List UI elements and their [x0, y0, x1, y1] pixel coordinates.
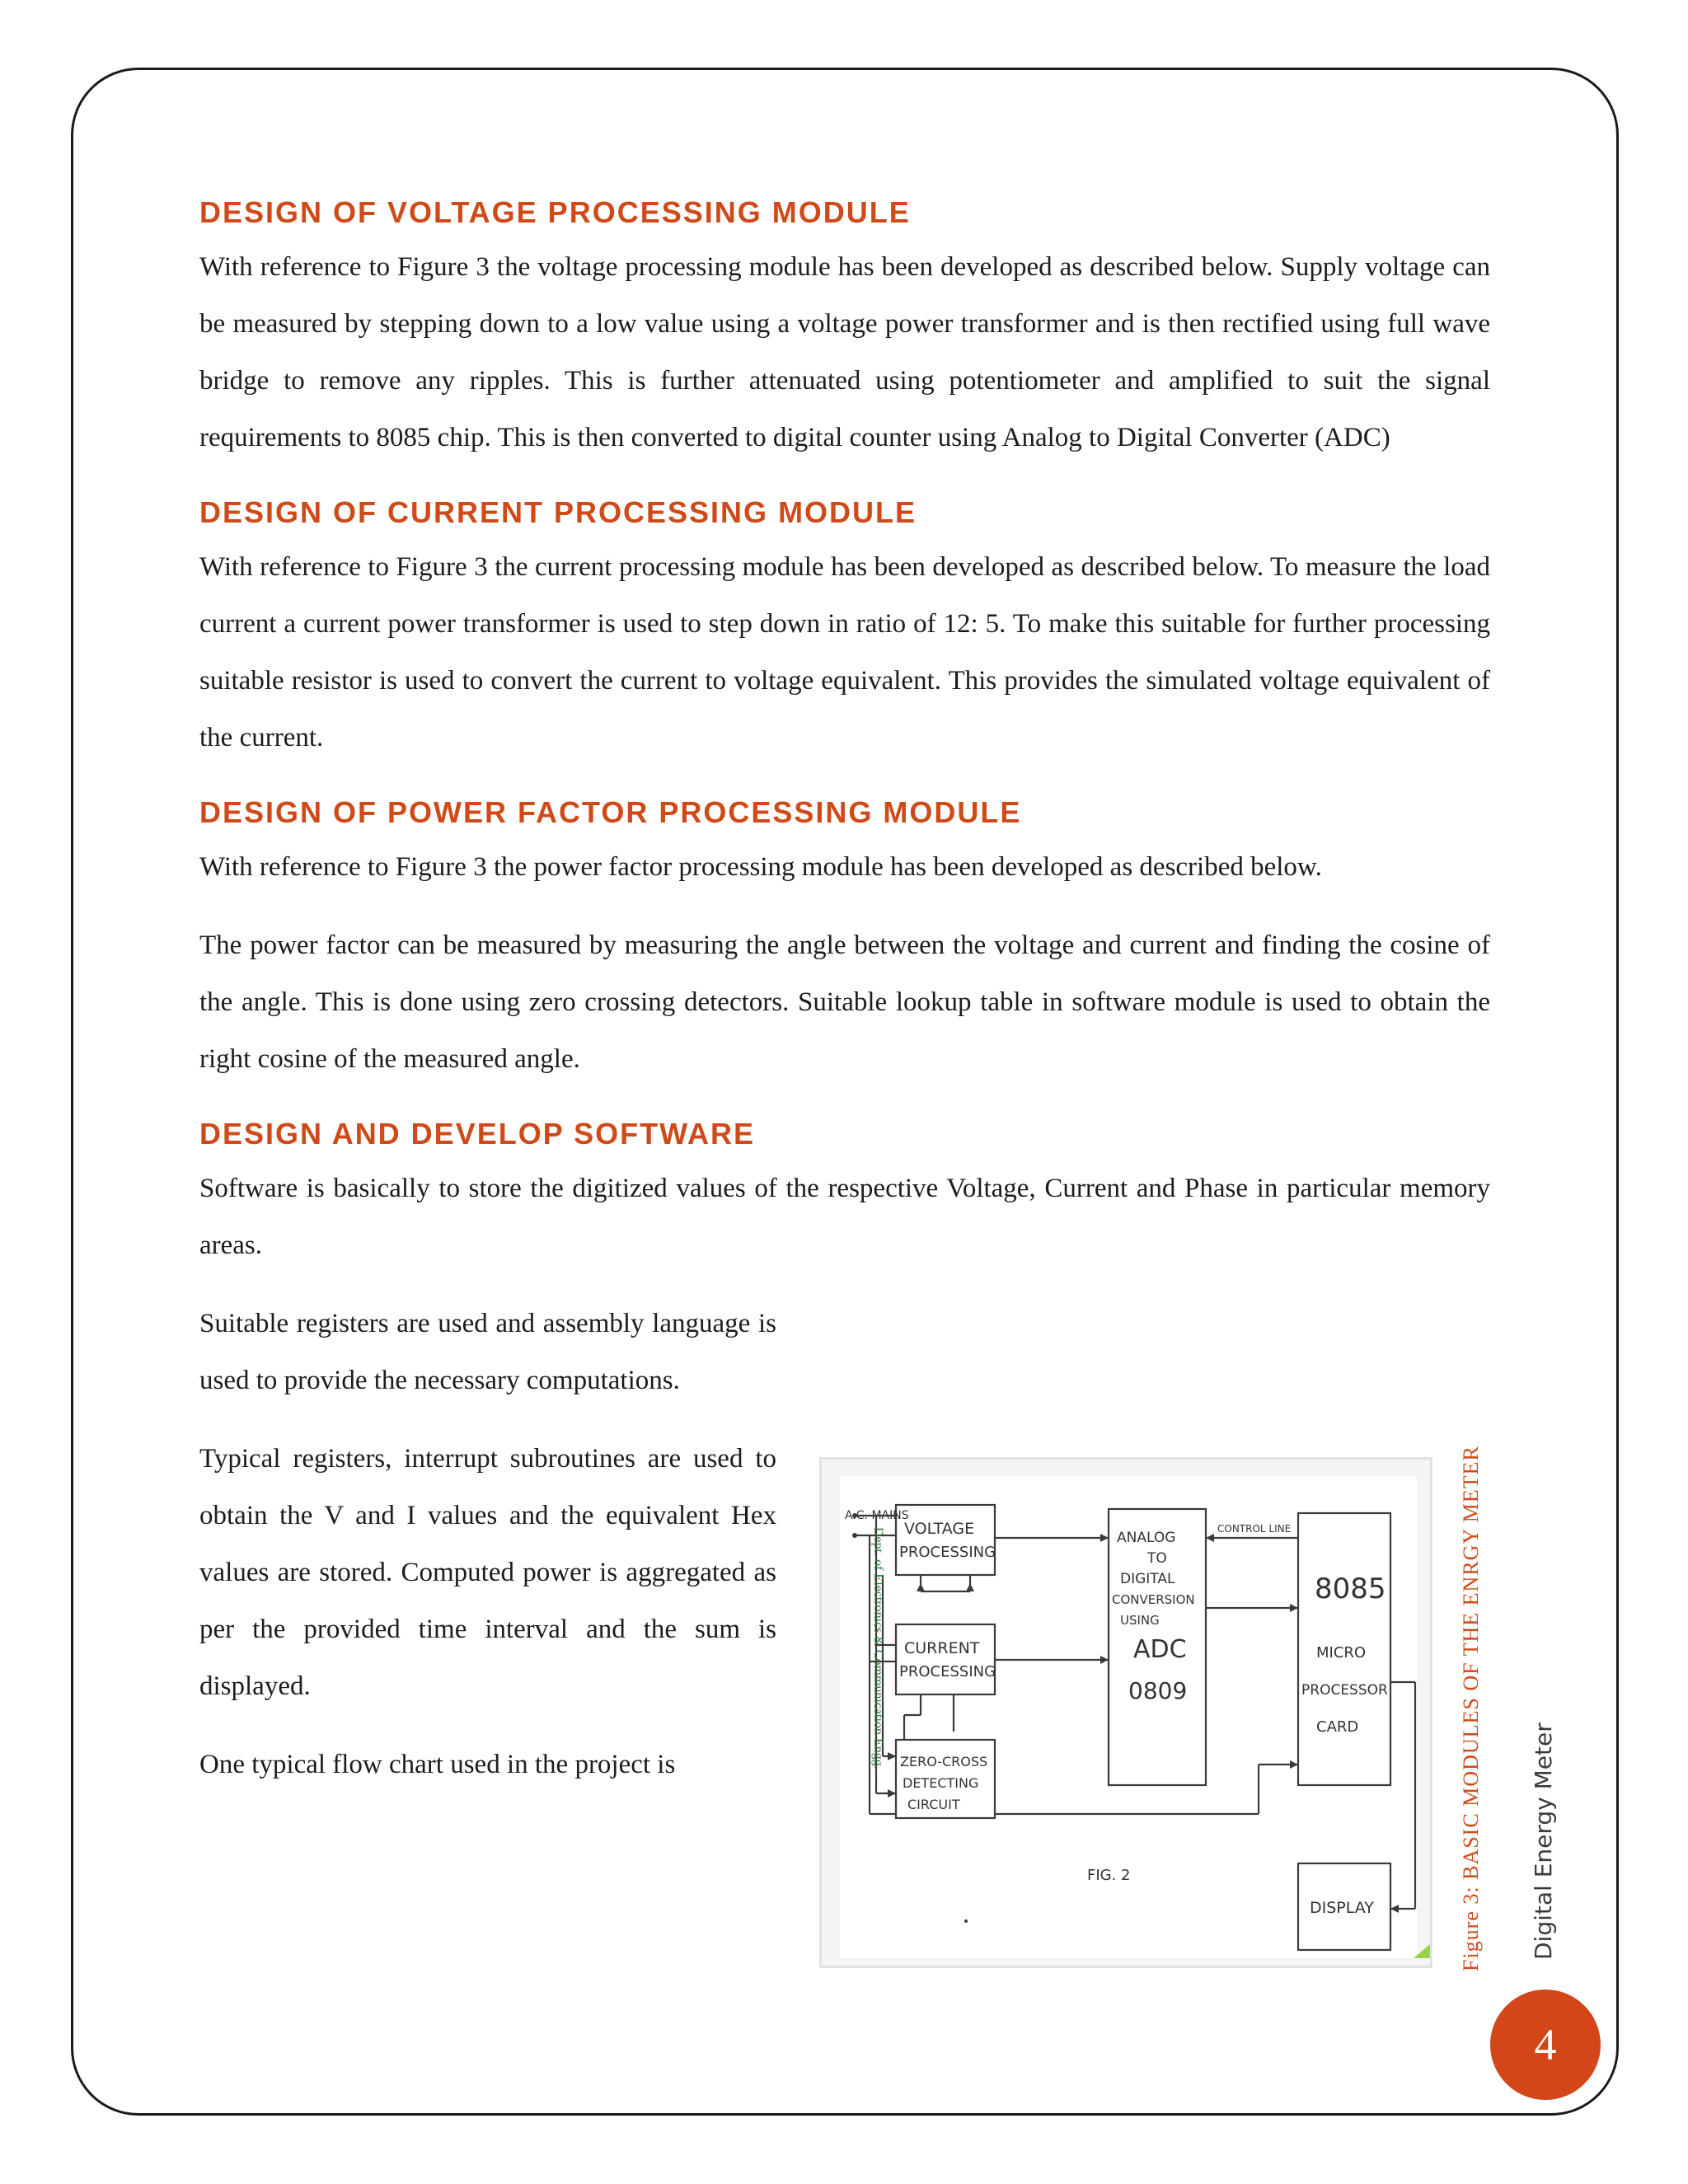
microprocessor-label: MICRO	[1316, 1644, 1367, 1661]
left-column-paragraph: One typical flow chart used in the project is	[199, 1750, 676, 1779]
voltage-label: PROCESSING	[899, 1544, 996, 1561]
current-label: CURRENT	[904, 1639, 980, 1657]
block-diagram	[822, 1460, 1430, 1966]
control-line-label: CONTROL LINE	[1217, 1523, 1292, 1535]
microprocessor-label: PROCESSOR	[1301, 1682, 1388, 1699]
zero-cross-label: ZERO-CROSS	[900, 1754, 988, 1769]
adc-label: DIGITAL	[1120, 1571, 1175, 1587]
microprocessor-label: CARD	[1316, 1718, 1359, 1736]
fig-number-label: FIG. 2	[1087, 1867, 1131, 1884]
microprocessor-label: 8085	[1315, 1572, 1386, 1605]
adc-label: USING	[1120, 1613, 1160, 1628]
running-title: Digital Energy Meter	[1530, 1722, 1557, 1960]
section-heading-software: DESIGN AND DEVELOP SOFTWARE	[199, 1117, 756, 1151]
left-column	[199, 1296, 776, 1793]
adc-label: ADC	[1133, 1635, 1187, 1664]
department-stamp: Dept. of Electronics & Communication Engg.	[871, 1527, 885, 1769]
mains-terminal	[852, 1533, 857, 1538]
section-paragraph: The power factor can be measured by measuring the angle between the voltage and current and finding the cosine of the angle. This is done using zero crossing detectors. Suitable lookup table in software module is used to obtain the right cosine of the measured angle.	[199, 930, 1490, 1074]
section-paragraph: Software is basically to store the digitized values of the respective Voltage, Current and Phase in particular memory areas.	[199, 1174, 1490, 1260]
section-heading-voltage: DESIGN OF VOLTAGE PROCESSING MODULE	[199, 195, 911, 229]
display-label: DISPLAY	[1310, 1899, 1374, 1917]
page-number-badge	[1490, 1990, 1601, 2100]
section-paragraph: With reference to Figure 3 the current processing module has been developed as described below. To measure the load current a current power transformer is used to step down in ratio of 12: 5. To make this suitable for further processing suitable resistor is used to convert the current to voltage equivalent. This provides the simulated voltage equivalent of the current.	[199, 552, 1490, 752]
adc-label: CONVERSION	[1112, 1592, 1195, 1607]
smudge	[964, 1919, 968, 1923]
current-label: PROCESSING	[899, 1663, 996, 1680]
left-column-paragraph: Suitable registers are used and assembly language is used to provide the necessary computations.	[199, 1309, 776, 1395]
adc-label: ANALOG	[1117, 1530, 1176, 1546]
left-column-paragraph: Typical registers, interrupt subroutines are used to obtain the V and I values and the equivalent Hex values are stored. Computed power is aggregated as per the provided time interval and the sum is displayed.	[199, 1444, 776, 1701]
section-heading-current: DESIGN OF CURRENT PROCESSING MODULE	[199, 495, 917, 529]
figure-caption: Figure 3: BASIC MODULES OF THE ENRGY METER	[1459, 1446, 1483, 1971]
adc-label: TO	[1147, 1550, 1167, 1567]
voltage-label: VOLTAGE	[904, 1520, 975, 1538]
zero-cross-label: DETECTING	[903, 1775, 979, 1791]
section-heading-power-factor: DESIGN OF POWER FACTOR PROCESSING MODULE	[199, 795, 1022, 829]
ac-mains-label: A.C. MAINS	[845, 1509, 909, 1522]
section-paragraph: With reference to Figure 3 the voltage processing module has been developed as described below. Supply voltage can be measured by stepping down to a low value using a voltage power transformer and is then rectified using full wave bridge to remove any ripples. This is further attenuated using potentiometer and amplified to suit the signal requirements to 8085 chip. This is then converted to digital counter using Analog to Digital Converter (ADC)	[199, 252, 1490, 452]
zero-cross-label: CIRCUIT	[907, 1797, 960, 1812]
section-paragraph: With reference to Figure 3 the power factor processing module has been developed as described below.	[199, 852, 1322, 882]
page-number: 4	[1534, 2020, 1557, 2069]
block-diagram-figure	[819, 1457, 1432, 1968]
adc-label: 0809	[1128, 1677, 1188, 1704]
